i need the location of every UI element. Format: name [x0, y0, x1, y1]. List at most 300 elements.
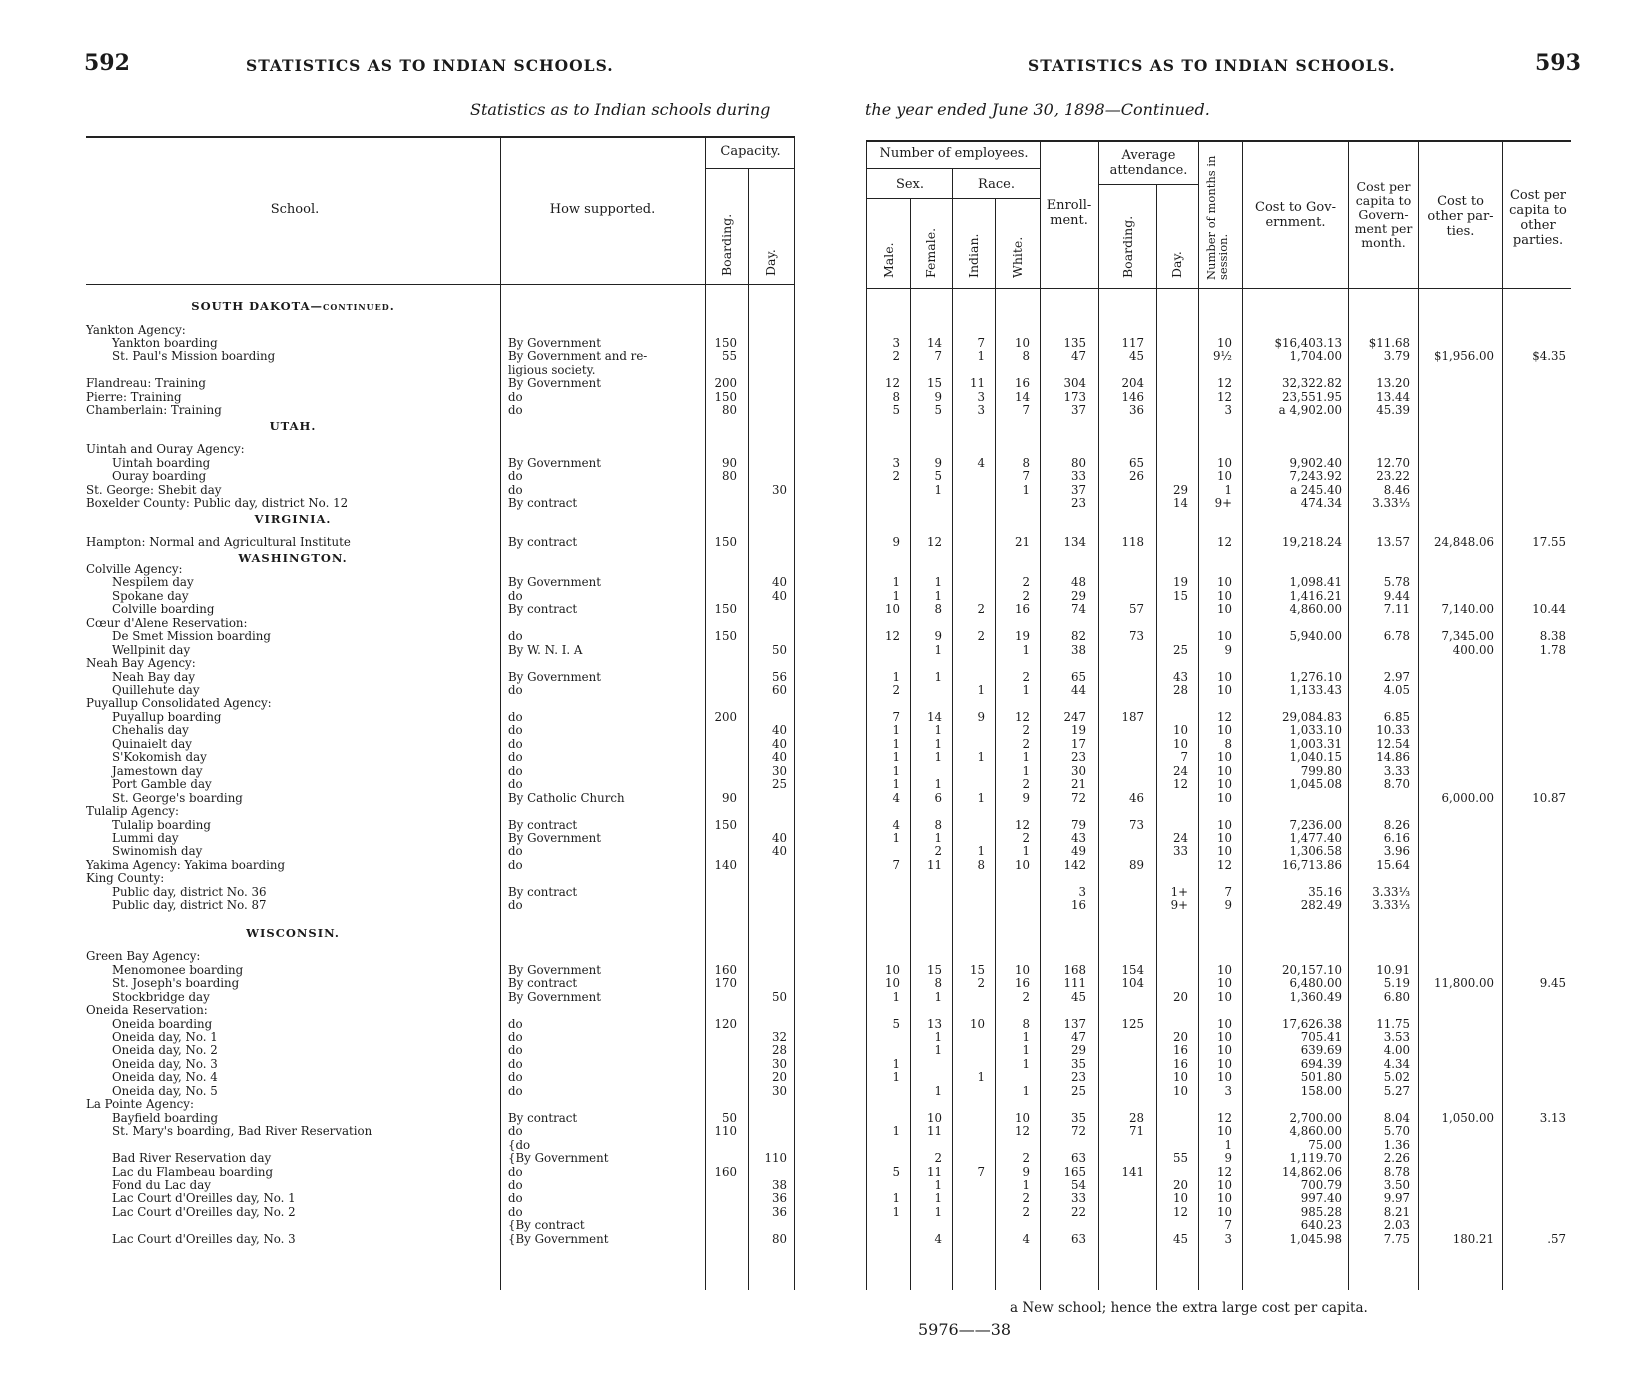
how-supported: do — [508, 1204, 523, 1219]
header-female: Female. — [923, 227, 938, 278]
cost-gov-value: 17,626.38 — [1281, 1016, 1342, 1031]
months-value: 8 — [1224, 736, 1232, 751]
indian-value: 1 — [977, 683, 985, 697]
per-capita-gov-value: 3.33⅓ — [1372, 884, 1410, 899]
school-name: Ouray boarding — [112, 469, 207, 484]
female-value: 1 — [934, 1030, 942, 1045]
months-value: 1 — [1224, 1137, 1232, 1152]
male-value: 1 — [892, 723, 900, 738]
female-value: 7 — [934, 349, 942, 364]
months-value: 10 — [1216, 989, 1232, 1004]
how-supported: do — [508, 898, 523, 913]
months-value: 7 — [1224, 1218, 1232, 1233]
school-name: S'Kokomish day — [112, 750, 207, 765]
indian-value: 3 — [977, 389, 985, 404]
capacity-boarding-value: 80 — [721, 403, 737, 418]
per-capita-gov-value: 13.57 — [1376, 535, 1410, 550]
capacity-boarding-value: 170 — [714, 976, 737, 991]
how-supported: do — [508, 844, 523, 859]
left-subtitle: Statistics as to Indian schools during — [470, 100, 771, 119]
header-indian: Indian. — [966, 233, 981, 278]
how-supported: By Government — [508, 669, 601, 684]
cost-gov-value: 1,033.10 — [1289, 723, 1342, 738]
enrollment-value: 82 — [1070, 629, 1086, 644]
att-day-value: 25 — [1172, 642, 1188, 657]
white-value: 1 — [1022, 1056, 1030, 1071]
male-value: 3 — [892, 336, 900, 350]
capacity-boarding-value: 90 — [721, 455, 737, 470]
female-value: 1 — [934, 736, 942, 751]
cost-other-value: 7,140.00 — [1441, 602, 1494, 617]
female-value: 1 — [934, 1043, 942, 1058]
capacity-boarding-value: 150 — [714, 535, 737, 550]
female-value: 6 — [934, 790, 942, 805]
capacity-day-value: 40 — [771, 844, 787, 859]
male-value: 1 — [892, 989, 900, 1004]
header-male: Male. — [881, 242, 896, 278]
months-value: 10 — [1216, 336, 1232, 350]
male-value: 12 — [884, 376, 900, 391]
how-supported: By Government — [508, 830, 601, 845]
per-capita-gov-value: 9.44 — [1383, 588, 1410, 603]
left-page-number: 592 — [84, 50, 130, 76]
female-value: 9 — [934, 389, 942, 404]
female-value: 2 — [934, 844, 942, 859]
per-capita-gov-value: 3.33⅓ — [1372, 898, 1410, 913]
header-cost-other-parties: Cost to other par- ties. — [1427, 194, 1494, 239]
capacity-boarding-value: 160 — [714, 1164, 737, 1179]
female-value: 8 — [934, 602, 942, 617]
school-name: Stockbridge day — [112, 989, 210, 1004]
how-supported: do — [508, 1043, 523, 1058]
female-value: 1 — [934, 989, 942, 1004]
cost-other-value: 6,000.00 — [1441, 790, 1494, 805]
per-capita-other-value: 17.55 — [1532, 535, 1566, 550]
white-value: 14 — [1014, 389, 1030, 404]
months-value: 10 — [1216, 790, 1232, 805]
female-value: 1 — [934, 1191, 942, 1206]
male-value: 1 — [892, 1204, 900, 1219]
months-value: 3 — [1224, 1231, 1232, 1246]
per-capita-gov-value: 7.11 — [1383, 602, 1410, 617]
months-value: 10 — [1216, 817, 1232, 832]
att-boarding-value: 57 — [1128, 602, 1144, 617]
how-supported: By Government — [508, 989, 601, 1004]
how-supported: do — [508, 1164, 523, 1179]
header-sex: Sex. — [895, 177, 925, 192]
per-capita-gov-value: 8.46 — [1383, 482, 1410, 497]
header-number-of-employees: Number of employees. — [879, 146, 1029, 161]
enrollment-value: 44 — [1070, 683, 1086, 697]
school-name: Uintah and Ouray Agency: — [86, 442, 245, 457]
enrollment-value: 173 — [1063, 389, 1086, 404]
school-name: Public day, district No. 87 — [112, 898, 267, 913]
months-value: 10 — [1216, 1070, 1232, 1085]
male-value: 4 — [892, 817, 900, 832]
indian-value: 9 — [977, 709, 985, 724]
months-value: 10 — [1216, 1191, 1232, 1206]
enrollment-value: 21 — [1070, 777, 1086, 792]
employees-subrule — [866, 168, 1040, 169]
attendance-subrule — [1098, 184, 1198, 185]
capacity-day-value: 50 — [771, 642, 787, 657]
att-boarding-value: 154 — [1121, 962, 1144, 977]
how-supported: do — [508, 1124, 523, 1139]
att-day-value: 24 — [1172, 763, 1188, 778]
enrollment-value: 134 — [1063, 535, 1086, 550]
capacity-day-value: 30 — [771, 482, 787, 497]
att-boarding-value: 26 — [1128, 469, 1144, 484]
cost-gov-value: 700.79 — [1300, 1177, 1342, 1192]
how-supported: By Government — [508, 336, 601, 350]
male-value: 1 — [892, 777, 900, 792]
att-boarding-value: 89 — [1128, 857, 1144, 872]
capacity-boarding-value: 200 — [714, 709, 737, 724]
indian-value: 1 — [977, 750, 985, 765]
school-name: St. George's boarding — [112, 790, 243, 805]
months-value: 12 — [1216, 389, 1232, 404]
school-name: St. Mary's boarding, Bad River Reservation — [112, 1124, 373, 1139]
months-value: 1 — [1224, 482, 1232, 497]
enrollment-value: 47 — [1070, 349, 1086, 364]
cost-gov-value: $16,403.13 — [1274, 336, 1342, 350]
per-capita-gov-value: 4.05 — [1383, 683, 1410, 697]
per-capita-gov-value: 45.39 — [1376, 403, 1410, 418]
white-value: 16 — [1014, 976, 1030, 991]
cost-gov-value: 9,902.40 — [1289, 455, 1342, 470]
att-boarding-value: 104 — [1121, 976, 1144, 991]
how-supported: do — [508, 763, 523, 778]
months-value: 10 — [1216, 777, 1232, 792]
female-value: 12 — [926, 535, 942, 550]
capacity-boarding-value: 150 — [714, 336, 737, 350]
per-capita-other-value: 9.45 — [1539, 976, 1566, 991]
header-enrollment: Enroll- ment. — [1046, 198, 1092, 228]
enrollment-value: 63 — [1070, 1151, 1086, 1166]
capacity-boarding-value: 90 — [721, 790, 737, 805]
school-name: La Pointe Agency: — [86, 1097, 194, 1112]
months-value: 10 — [1216, 602, 1232, 617]
header-how-supported: How supported. — [549, 202, 656, 217]
indian-value: 1 — [977, 790, 985, 805]
right-page-number: 593 — [1535, 50, 1581, 76]
capacity-day-value: 25 — [771, 777, 787, 792]
per-capita-gov-value: 5.27 — [1383, 1083, 1410, 1098]
how-supported: do — [508, 629, 523, 644]
enrollment-value: 111 — [1063, 976, 1086, 991]
how-supported: do — [508, 709, 523, 724]
school-name: Neah Bay day — [112, 669, 196, 684]
how-supported: do — [508, 403, 523, 418]
capacity-boarding-value: 80 — [721, 469, 737, 484]
att-day-value: 45 — [1172, 1231, 1188, 1246]
enrollment-value: 37 — [1070, 403, 1086, 418]
white-value: 10 — [1014, 857, 1030, 872]
indian-value: 10 — [969, 1016, 985, 1031]
header-cost-to-government: Cost to Gov- ernment. — [1255, 200, 1336, 230]
school-name: Hampton: Normal and Agricultural Institute — [86, 535, 351, 550]
school-name: St. Joseph's boarding — [112, 976, 240, 991]
enrollment-value: 16 — [1070, 898, 1086, 913]
indian-value: 7 — [977, 1164, 985, 1179]
female-value: 1 — [934, 830, 942, 845]
male-value: 1 — [892, 750, 900, 765]
left-running-head: STATISTICS AS TO INDIAN SCHOOLS. — [246, 56, 614, 75]
school-name: Puyallup Consolidated Agency: — [86, 696, 272, 711]
enrollment-value: 37 — [1070, 482, 1086, 497]
how-supported: do — [508, 857, 523, 872]
school-name: Yankton Agency: — [86, 322, 186, 337]
cost-gov-value: 7,236.00 — [1289, 817, 1342, 832]
male-value: 4 — [892, 790, 900, 805]
male-value: 5 — [892, 1016, 900, 1031]
school-name: Tulalip Agency: — [86, 804, 180, 819]
cost-gov-value: 7,243.92 — [1289, 469, 1342, 484]
how-supported: do — [508, 1177, 523, 1192]
header-cost-per-capita-gov: Cost per capita to Govern- ment per month. — [1354, 179, 1413, 250]
months-value: 10 — [1216, 1204, 1232, 1219]
capacity-day-value: 36 — [771, 1204, 787, 1219]
cost-gov-value: 1,133.43 — [1289, 683, 1342, 697]
male-value: 2 — [892, 469, 900, 484]
months-value: 10 — [1216, 750, 1232, 765]
att-day-value: 20 — [1172, 1030, 1188, 1045]
cost-gov-value: 1,045.98 — [1289, 1231, 1342, 1246]
att-boarding-value: 141 — [1121, 1164, 1144, 1179]
how-supported: By Government — [508, 575, 601, 590]
male-value: 1 — [892, 669, 900, 684]
cost-gov-value: 32,322.82 — [1281, 376, 1342, 391]
cost-gov-value: 694.39 — [1300, 1056, 1342, 1071]
male-value: 1 — [892, 1191, 900, 1206]
male-value: 12 — [884, 629, 900, 644]
school-name: Yakima Agency: Yakima boarding — [86, 857, 286, 872]
per-capita-gov-value: 13.20 — [1376, 376, 1410, 391]
school-name: Oneida day, No. 2 — [112, 1043, 218, 1058]
school-name: Menomonee boarding — [112, 962, 244, 977]
months-value: 10 — [1216, 1177, 1232, 1192]
att-day-value: 10 — [1172, 1083, 1188, 1098]
att-day-value: 16 — [1172, 1056, 1188, 1071]
cost-other-value: 11,800.00 — [1433, 976, 1494, 991]
male-value: 10 — [884, 976, 900, 991]
per-capita-gov-value: 8.04 — [1383, 1110, 1410, 1125]
att-day-value: 24 — [1172, 830, 1188, 845]
cost-gov-value: 29,084.83 — [1281, 709, 1342, 724]
male-value: 2 — [892, 683, 900, 697]
white-value: 1 — [1022, 642, 1030, 657]
cost-gov-value: 4,860.00 — [1289, 602, 1342, 617]
cost-gov-value: 501.80 — [1300, 1070, 1342, 1085]
enrollment-value: 48 — [1070, 575, 1086, 590]
months-value: 9+ — [1214, 496, 1232, 511]
state-heading: VIRGINIA. — [254, 511, 332, 526]
white-value: 2 — [1022, 1151, 1030, 1166]
months-value: 3 — [1224, 403, 1232, 418]
header-cost-per-capita-other: Cost per capita to other parties. — [1509, 188, 1567, 248]
per-capita-gov-value: 6.16 — [1383, 830, 1410, 845]
indian-value: 1 — [977, 1070, 985, 1085]
cost-gov-value: 1,477.40 — [1289, 830, 1342, 845]
per-capita-other-value: 10.87 — [1532, 790, 1566, 805]
capacity-day-value: 60 — [771, 683, 787, 697]
how-supported: do — [508, 389, 523, 404]
cost-gov-value: 1,003.31 — [1289, 736, 1342, 751]
white-value: 21 — [1014, 535, 1030, 550]
cost-gov-value: 282.49 — [1300, 898, 1342, 913]
white-value: 1 — [1022, 1083, 1030, 1098]
capacity-day-value: 40 — [771, 750, 787, 765]
cost-gov-value: 1,704.00 — [1289, 349, 1342, 364]
how-supported: do — [508, 683, 523, 697]
capacity-day-value: 28 — [771, 1043, 787, 1058]
white-value: 1 — [1022, 683, 1030, 697]
school-name: Lac du Flambeau boarding — [112, 1164, 274, 1179]
school-name: Tulalip boarding — [112, 817, 211, 832]
capacity-day-value: 38 — [771, 1177, 787, 1192]
state-heading: UTAH. — [269, 418, 317, 433]
how-supported: do — [508, 723, 523, 738]
per-capita-gov-value: 5.02 — [1383, 1070, 1410, 1085]
white-value: 2 — [1022, 1191, 1030, 1206]
enrollment-value: 74 — [1070, 602, 1086, 617]
white-value: 2 — [1022, 736, 1030, 751]
white-value: 2 — [1022, 723, 1030, 738]
how-supported: By Catholic Church — [508, 790, 625, 805]
how-supported: By Government and re- — [508, 349, 648, 364]
capacity-subrule — [705, 168, 794, 169]
left-header-bottom-rule — [86, 284, 794, 285]
female-value: 5 — [934, 403, 942, 418]
right-subtitle: the year ended June 30, 1898—Continued. — [865, 100, 1210, 119]
per-capita-gov-value: 8.26 — [1383, 817, 1410, 832]
female-value: 1 — [934, 642, 942, 657]
per-capita-gov-value: 3.33⅓ — [1372, 496, 1410, 511]
right-running-head: STATISTICS AS TO INDIAN SCHOOLS. — [1028, 56, 1396, 75]
white-value: 1 — [1022, 482, 1030, 497]
capacity-boarding-value: 160 — [714, 962, 737, 977]
enrollment-value: 304 — [1063, 376, 1086, 391]
how-supported: {By contract — [508, 1218, 585, 1233]
att-day-value: 10 — [1172, 723, 1188, 738]
school-name: Bad River Reservation day — [112, 1151, 272, 1166]
header-capacity-boarding: Boarding. — [719, 213, 734, 276]
enrollment-value: 142 — [1063, 857, 1086, 872]
white-value: 16 — [1014, 376, 1030, 391]
how-supported: do — [508, 750, 523, 765]
att-day-value: 43 — [1172, 669, 1188, 684]
state-heading: WASHINGTON. — [238, 550, 348, 565]
months-value: 9 — [1224, 642, 1232, 657]
att-day-value: 16 — [1172, 1043, 1188, 1058]
capacity-day-value: 40 — [771, 588, 787, 603]
months-value: 10 — [1216, 1124, 1232, 1139]
school-name: Quillehute day — [112, 683, 200, 697]
white-value: 1 — [1022, 1043, 1030, 1058]
how-supported: By contract — [508, 817, 578, 832]
female-value: 9 — [934, 455, 942, 470]
male-value: 3 — [892, 455, 900, 470]
per-capita-gov-value: 6.78 — [1383, 629, 1410, 644]
how-supported: do — [508, 588, 523, 603]
att-boarding-value: 46 — [1128, 790, 1144, 805]
enrollment-value: 23 — [1070, 496, 1086, 511]
att-boarding-value: 36 — [1128, 403, 1144, 418]
per-capita-gov-value: 9.97 — [1383, 1191, 1410, 1206]
enrollment-value: 38 — [1070, 642, 1086, 657]
school-name: Neah Bay Agency: — [86, 656, 196, 671]
school-name: St. George: Shebit day — [86, 482, 222, 497]
how-supported: By contract — [508, 884, 578, 899]
right-table-top-rule — [866, 140, 1571, 142]
white-value: 1 — [1022, 763, 1030, 778]
white-value: 1 — [1022, 750, 1030, 765]
enrollment-value: 29 — [1070, 1043, 1086, 1058]
months-value: 10 — [1216, 469, 1232, 484]
how-supported: By Government — [508, 455, 601, 470]
enrollment-value: 54 — [1070, 1177, 1086, 1192]
male-value: 5 — [892, 403, 900, 418]
male-value: 1 — [892, 1070, 900, 1085]
female-value: 1 — [934, 588, 942, 603]
enrollment-value: 23 — [1070, 750, 1086, 765]
female-value: 10 — [926, 1110, 942, 1125]
months-value: 10 — [1216, 1056, 1232, 1071]
female-value: 15 — [926, 376, 942, 391]
cost-gov-value: 35.16 — [1308, 884, 1342, 899]
capacity-boarding-value: 150 — [714, 629, 737, 644]
how-supported: do — [508, 1070, 523, 1085]
capacity-day-value: 32 — [771, 1030, 787, 1045]
male-value: 1 — [892, 736, 900, 751]
male-value: 7 — [892, 709, 900, 724]
header-capacity: Capacity. — [720, 144, 781, 159]
enrollment-value: 168 — [1063, 962, 1086, 977]
cost-gov-value: 14,862.06 — [1281, 1164, 1342, 1179]
enrollment-value: 30 — [1070, 763, 1086, 778]
indian-value: 2 — [977, 976, 985, 991]
school-name: Spokane day — [112, 588, 189, 603]
how-supported: do — [508, 1191, 523, 1206]
cost-gov-value: 1,276.10 — [1289, 669, 1342, 684]
how-supported: By contract — [508, 976, 578, 991]
months-value: 10 — [1216, 683, 1232, 697]
att-boarding-value: 73 — [1128, 629, 1144, 644]
school-name: Fond du Lac day — [112, 1177, 211, 1192]
months-value: 12 — [1216, 1110, 1232, 1125]
enrollment-value: 22 — [1070, 1204, 1086, 1219]
how-supported: By Government — [508, 962, 601, 977]
male-value: 7 — [892, 857, 900, 872]
months-value: 10 — [1216, 455, 1232, 470]
att-day-value: 20 — [1172, 1177, 1188, 1192]
female-value: 1 — [934, 575, 942, 590]
per-capita-gov-value: 12.70 — [1376, 455, 1410, 470]
cost-gov-value: 20,157.10 — [1281, 962, 1342, 977]
male-value: 2 — [892, 349, 900, 364]
enrollment-value: 247 — [1063, 709, 1086, 724]
att-boarding-value: 117 — [1121, 336, 1144, 350]
capacity-day-value: 40 — [771, 575, 787, 590]
school-name: Uintah boarding — [112, 455, 211, 470]
capacity-day-value: 56 — [771, 669, 787, 684]
school-name: Bayfield boarding — [112, 1110, 219, 1125]
per-capita-gov-value: 8.21 — [1383, 1204, 1410, 1219]
header-race: Race. — [978, 177, 1015, 192]
capacity-boarding-value: 110 — [714, 1124, 737, 1139]
cost-gov-value: 23,551.95 — [1281, 389, 1342, 404]
female-value: 14 — [926, 336, 942, 350]
